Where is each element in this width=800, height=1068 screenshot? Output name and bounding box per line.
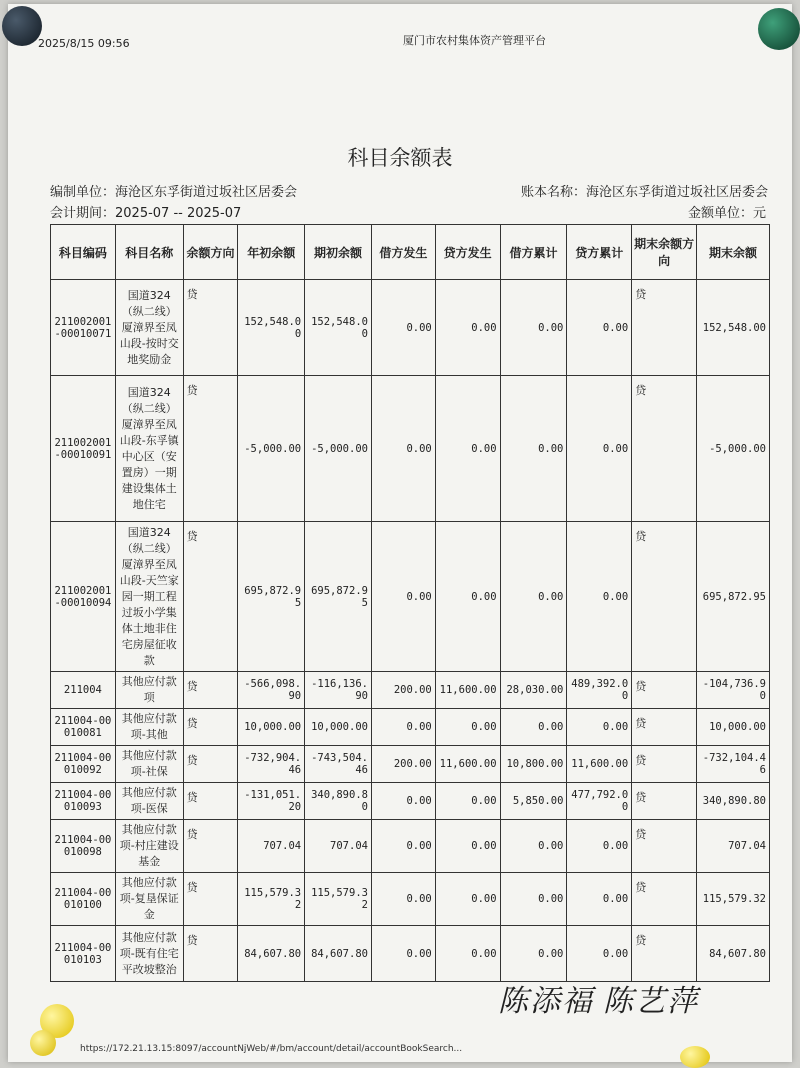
cell-credit: 11,600.00 [435, 672, 500, 709]
cell-debit-cum: 0.00 [500, 709, 567, 746]
cell-credit-cum: 0.00 [567, 522, 632, 672]
cell-dir: 贷 [183, 709, 238, 746]
cell-year-open: -566,098.90 [238, 672, 305, 709]
cell-end-dir: 贷 [632, 672, 697, 709]
cell-end-bal: 10,000.00 [696, 709, 769, 746]
balance-table [50, 224, 770, 982]
cell-debit: 0.00 [371, 820, 435, 873]
cell-code: 211004-00010100 [51, 873, 116, 926]
cell-debit: 0.00 [371, 522, 435, 672]
cell-debit-cum: 0.00 [500, 873, 567, 926]
cell-code: 211004-00010098 [51, 820, 116, 873]
cell-credit: 0.00 [435, 820, 500, 873]
cell-credit: 0.00 [435, 709, 500, 746]
cell-end-bal: 340,890.80 [696, 783, 769, 820]
cell-debit-cum: 5,850.00 [500, 783, 567, 820]
cell-credit: 0.00 [435, 873, 500, 926]
cell-period-open: 152,548.00 [305, 280, 372, 376]
cell-end-dir: 贷 [632, 280, 697, 376]
cell-period-open: -743,504.46 [305, 746, 372, 783]
cell-credit-cum: 0.00 [567, 709, 632, 746]
cell-dir: 贷 [183, 873, 238, 926]
cell-dir: 贷 [183, 820, 238, 873]
cell-debit: 0.00 [371, 376, 435, 522]
column-header: 期末余额 [696, 225, 769, 280]
cell-end-bal: -104,736.90 [696, 672, 769, 709]
cell-period-open: 115,579.32 [305, 873, 372, 926]
cell-debit: 0.00 [371, 926, 435, 982]
cell-code: 211004-00010092 [51, 746, 116, 783]
unit-label: 金额单位：元 [687, 206, 766, 221]
pushpin-icon [30, 1030, 56, 1056]
table-header-row [51, 225, 770, 280]
cell-code: 211004-00010093 [51, 783, 116, 820]
cell-period-open: 707.04 [305, 820, 372, 873]
cell-name: 国道324（纵二线）厦漳界至凤山段-东孚镇中心区（安置房）一期建设集体土地住宅 [115, 376, 183, 522]
cell-end-dir: 贷 [632, 820, 697, 873]
cell-debit: 0.00 [371, 783, 435, 820]
signature-1: 陈添福 [498, 984, 594, 1019]
cell-dir: 贷 [183, 376, 238, 522]
table-row [51, 926, 770, 982]
column-header: 科目名称 [115, 225, 183, 280]
cell-credit-cum: 0.00 [567, 376, 632, 522]
cell-credit-cum: 0.00 [567, 280, 632, 376]
cell-name: 其他应付款项-复垦保证金 [115, 873, 183, 926]
pushpin-icon [758, 8, 800, 50]
cell-dir: 贷 [183, 522, 238, 672]
org-label: 编制单位：海沧区东孚街道过坂社区居委会 [50, 185, 298, 200]
footer-url: https://172.21.13.15:8097/accountNjWeb/#/bm/account/detail/accountBookSearch... [80, 1044, 463, 1054]
cell-year-open: -131,051.20 [238, 783, 305, 820]
cell-code: 211004-00010103 [51, 926, 116, 982]
cell-period-open: -116,136.90 [305, 672, 372, 709]
cell-debit: 200.00 [371, 746, 435, 783]
cell-dir: 贷 [183, 783, 238, 820]
cell-credit: 0.00 [435, 376, 500, 522]
cell-code: 211002001-00010071 [51, 280, 116, 376]
cell-end-dir: 贷 [632, 376, 697, 522]
cell-year-open: -732,904.46 [238, 746, 305, 783]
cell-name: 其他应付款项-村庄建设基金 [115, 820, 183, 873]
cell-end-bal: 707.04 [696, 820, 769, 873]
report-title: 科目余额表 [347, 146, 453, 170]
cell-debit-cum: 0.00 [500, 522, 567, 672]
cell-year-open: 152,548.00 [238, 280, 305, 376]
cell-end-dir: 贷 [632, 926, 697, 982]
cell-dir: 贷 [183, 926, 238, 982]
cell-end-bal: 115,579.32 [696, 873, 769, 926]
cell-period-open: 84,607.80 [305, 926, 372, 982]
platform-name: 厦门市农村集体资产管理平台 [403, 34, 546, 47]
cell-name: 国道324（纵二线）厦漳界至凤山段-天竺家园一期工程过坂小学集体土地非住宅房屋征收款 [115, 522, 183, 672]
cell-name: 其他应付款项 [115, 672, 183, 709]
cell-name: 其他应付款项-既有住宅平改坡整治 [115, 926, 183, 982]
book-label: 账本名称：海沧区东孚街道过坂社区居委会 [520, 185, 768, 200]
cell-debit-cum: 0.00 [500, 926, 567, 982]
cell-credit-cum: 489,392.00 [567, 672, 632, 709]
cell-debit: 0.00 [371, 280, 435, 376]
cell-year-open: 10,000.00 [238, 709, 305, 746]
column-header: 贷方累计 [567, 225, 632, 280]
pushpin-icon [680, 1046, 710, 1068]
cell-end-dir: 贷 [632, 783, 697, 820]
cell-debit-cum: 0.00 [500, 280, 567, 376]
signature-2: 陈艺萍 [603, 984, 699, 1019]
column-header: 余额方向 [183, 225, 238, 280]
cell-dir: 贷 [183, 280, 238, 376]
cell-dir: 贷 [183, 746, 238, 783]
cell-end-bal: -732,104.46 [696, 746, 769, 783]
cell-dir: 贷 [183, 672, 238, 709]
table-row [51, 376, 770, 522]
cell-end-bal: 84,607.80 [696, 926, 769, 982]
pushpin-icon [2, 6, 42, 46]
cell-name: 其他应付款项-医保 [115, 783, 183, 820]
cell-end-bal: -5,000.00 [696, 376, 769, 522]
column-header: 科目编码 [51, 225, 116, 280]
table-row [51, 783, 770, 820]
table-row [51, 280, 770, 376]
period-label: 会计期间：2025-07 -- 2025-07 [50, 206, 242, 221]
cell-credit: 0.00 [435, 280, 500, 376]
column-header: 年初余额 [238, 225, 305, 280]
cell-debit-cum: 0.00 [500, 376, 567, 522]
cell-end-dir: 贷 [632, 873, 697, 926]
cell-credit: 11,600.00 [435, 746, 500, 783]
print-timestamp: 2025/8/15 09:56 [38, 37, 130, 50]
cell-period-open: -5,000.00 [305, 376, 372, 522]
cell-name: 其他应付款项-社保 [115, 746, 183, 783]
cell-end-dir: 贷 [632, 522, 697, 672]
printed-page [8, 4, 792, 1062]
cell-credit-cum: 0.00 [567, 873, 632, 926]
column-header: 借方发生 [371, 225, 435, 280]
cell-period-open: 10,000.00 [305, 709, 372, 746]
table-row [51, 522, 770, 672]
cell-code: 211002001-00010094 [51, 522, 116, 672]
cell-credit: 0.00 [435, 783, 500, 820]
table-row [51, 873, 770, 926]
cell-code: 211004 [51, 672, 116, 709]
cell-year-open: 695,872.95 [238, 522, 305, 672]
cell-year-open: 707.04 [238, 820, 305, 873]
cell-code: 211002001-00010091 [51, 376, 116, 522]
table-body [51, 280, 770, 982]
cell-debit: 0.00 [371, 873, 435, 926]
cell-end-bal: 152,548.00 [696, 280, 769, 376]
cell-debit-cum: 28,030.00 [500, 672, 567, 709]
cell-debit: 0.00 [371, 709, 435, 746]
table-row [51, 672, 770, 709]
cell-year-open: 115,579.32 [238, 873, 305, 926]
cell-credit: 0.00 [435, 926, 500, 982]
cell-credit-cum: 0.00 [567, 820, 632, 873]
cell-end-dir: 贷 [632, 746, 697, 783]
cell-debit: 200.00 [371, 672, 435, 709]
cell-debit-cum: 0.00 [500, 820, 567, 873]
cell-credit-cum: 0.00 [567, 926, 632, 982]
cell-year-open: -5,000.00 [238, 376, 305, 522]
column-header: 期末余额方向 [632, 225, 697, 280]
cell-credit-cum: 477,792.00 [567, 783, 632, 820]
table-row [51, 820, 770, 873]
cell-name: 其他应付款项-其他 [115, 709, 183, 746]
table-row [51, 746, 770, 783]
cell-credit-cum: 11,600.00 [567, 746, 632, 783]
cell-debit-cum: 10,800.00 [500, 746, 567, 783]
cell-code: 211004-00010081 [51, 709, 116, 746]
column-header: 贷方发生 [435, 225, 500, 280]
cell-period-open: 695,872.95 [305, 522, 372, 672]
column-header: 借方累计 [500, 225, 567, 280]
cell-period-open: 340,890.80 [305, 783, 372, 820]
cell-end-dir: 贷 [632, 709, 697, 746]
table-row [51, 709, 770, 746]
cell-year-open: 84,607.80 [238, 926, 305, 982]
column-header: 期初余额 [305, 225, 372, 280]
cell-name: 国道324（纵二线）厦漳界至凤山段-按时交地奖励金 [115, 280, 183, 376]
cell-end-bal: 695,872.95 [696, 522, 769, 672]
cell-credit: 0.00 [435, 522, 500, 672]
